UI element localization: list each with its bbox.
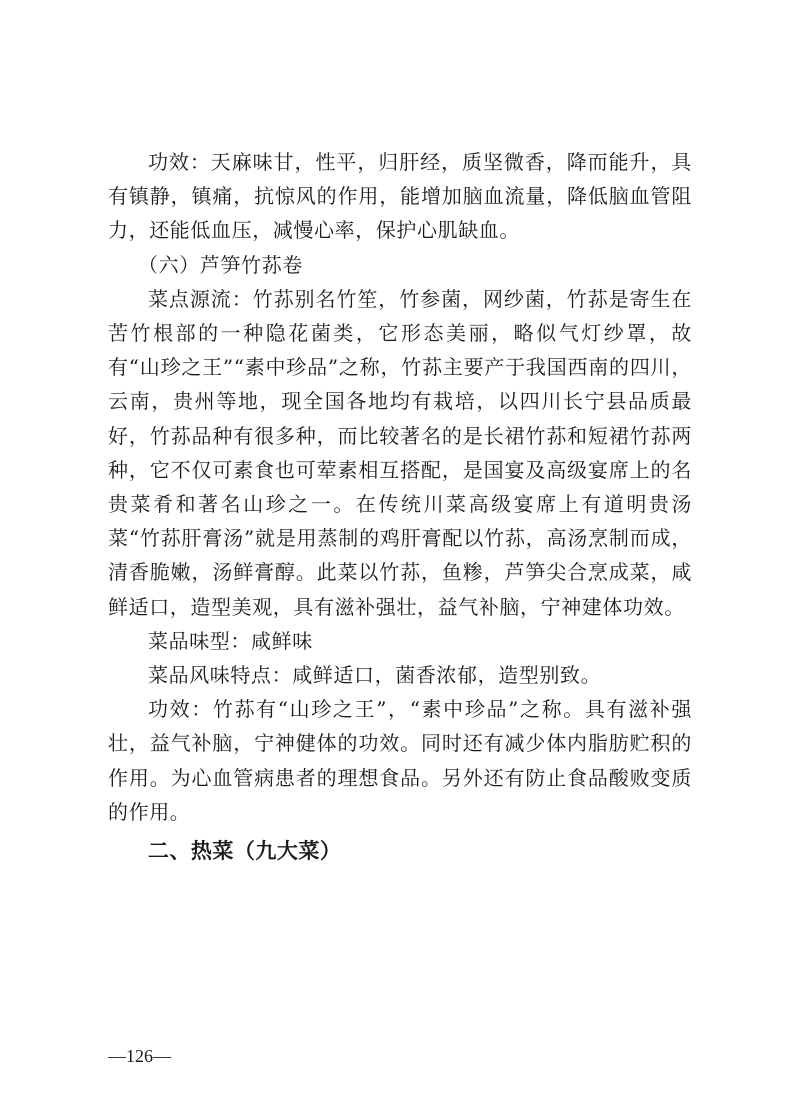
- paragraph-flavor-type: 菜品味型：咸鲜味: [148, 628, 313, 653]
- paragraph-zhusun-efficacy: 功效：竹荪有“山珍之王”，“素中珍品”之称。具有滋补强壮，益气补脑，宁神健体的功效。同时还有减少体内脂肪贮积的作用。为心血管病患者的理想食品。另外还有防止食品酸败变质的作用。: [108, 697, 692, 824]
- paragraph-tianma-efficacy: 功效：天麻味甘，性平，归肝经，质坚微香，降而能升，具有镇静，镇痛，抗惊风的作用，能增加脑血流量，降低脑血管阻力，还能低血压，减慢心率，保护心肌缺血。: [108, 150, 692, 243]
- dish-subheading: （六）芦笋竹荪卷: [138, 252, 303, 277]
- paragraph-dish-origin: 菜点源流：竹荪别名竹笙，竹参菌，网纱菌，竹荪是寄生在苦竹根部的一种隐花菌类，它形态美丽，略似气灯纱罩，故有“山珍之王”“素中珍品”之称，竹荪主要产于我国西南的四川，云南，贵州等地，现全国各地均有栽培，以四川长宁县品质最好，竹荪品种有很多种，而比较著名的是长裙竹荪和短裙竹荪两种，它不仅可素食也可荤素相互搭配，是国宴及高级宴席上的名贵菜肴和著名山珍之一。在传统川菜高级宴席上有道明贵汤菜“竹荪肝膏汤”就是用蒸制的鸡肝膏配以竹荪，高汤烹制而成，清香脆嫩，汤鲜膏醇。此菜以竹荪，鱼糁，芦笋尖合烹成菜，咸鲜适口，造型美观，具有滋补强壮，益气补脑，宁神建体功效。: [108, 286, 692, 619]
- paragraph-flavor-features: 菜品风味特点：咸鲜适口，菌香浓郁，造型别致。: [148, 663, 602, 688]
- page-content: [108, 145, 692, 869]
- page-number: —126—: [108, 1046, 171, 1066]
- section-heading: 二、热菜（九大菜）: [147, 839, 342, 864]
